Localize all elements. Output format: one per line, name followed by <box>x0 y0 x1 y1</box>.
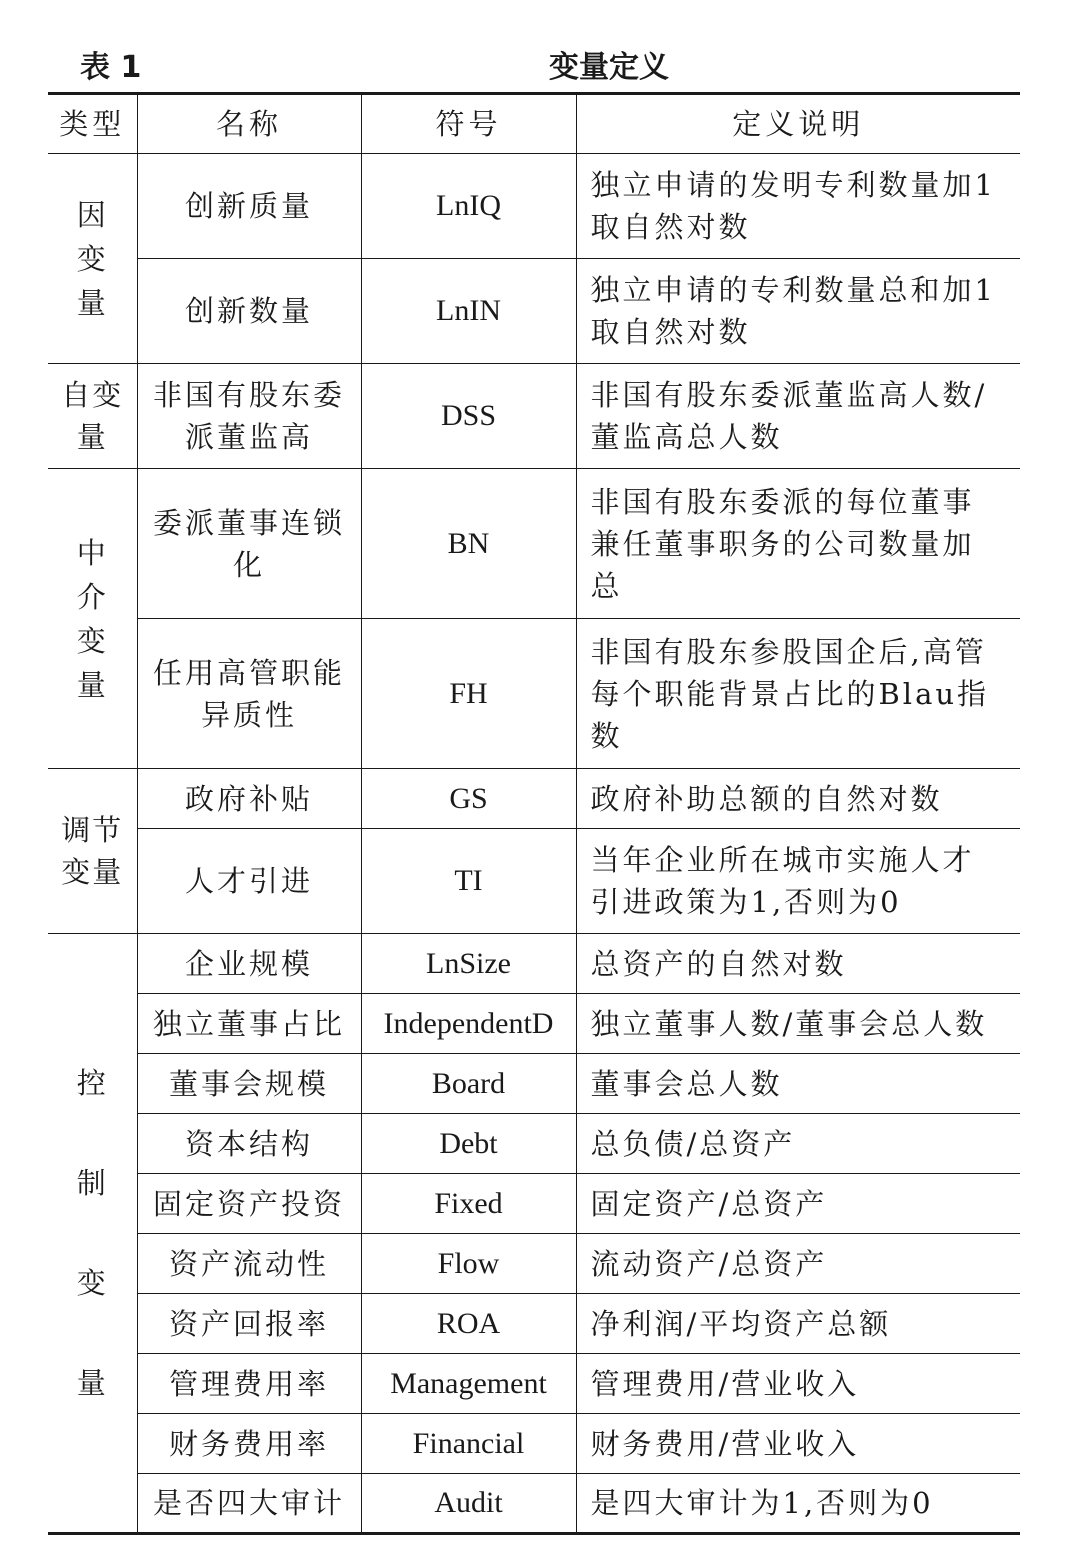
group-control: 控制变量 <box>48 934 137 1534</box>
variable-definition: 非国有股东委派的每位董事兼任董事职务的公司数量加总 <box>576 469 1020 619</box>
variable-definition: 总资产的自然对数 <box>576 934 1020 994</box>
variable-name: 委派董事连锁化 <box>137 469 361 619</box>
variable-symbol: ROA <box>361 1294 576 1354</box>
variable-name: 管理费用率 <box>137 1354 361 1414</box>
table-row <box>48 769 1020 829</box>
variable-name: 任用高管职能异质性 <box>137 619 361 769</box>
variable-definition-table <box>48 92 1020 1535</box>
variable-name: 独立董事占比 <box>137 994 361 1054</box>
variable-name: 人才引进 <box>137 829 361 934</box>
variable-name: 固定资产投资 <box>137 1174 361 1234</box>
table-row <box>48 1054 1020 1114</box>
table-row <box>48 259 1020 364</box>
variable-symbol: IndependentD <box>361 994 576 1054</box>
variable-definition: 独立申请的专利数量总和加1取自然对数 <box>576 259 1020 364</box>
variable-name: 是否四大审计 <box>137 1474 361 1534</box>
variable-name: 资产流动性 <box>137 1234 361 1294</box>
variable-symbol: Debt <box>361 1114 576 1174</box>
group-dependent: 因变量 <box>48 154 137 364</box>
variable-name: 创新数量 <box>137 259 361 364</box>
table-title: 变量定义 <box>549 50 669 85</box>
header-row <box>48 94 1020 154</box>
variable-definition: 净利润/平均资产总额 <box>576 1294 1020 1354</box>
header-type: 类型 <box>48 94 137 154</box>
table-row <box>48 1174 1020 1234</box>
variable-symbol: Flow <box>361 1234 576 1294</box>
table-number: 表 1 <box>80 50 142 85</box>
variable-symbol: LnIN <box>361 259 576 364</box>
variable-symbol: Board <box>361 1054 576 1114</box>
table-row <box>48 829 1020 934</box>
header-name: 名称 <box>137 94 361 154</box>
group-moderator: 调节变量 <box>48 769 137 934</box>
variable-symbol: LnSize <box>361 934 576 994</box>
group-mediator: 中介变量 <box>48 469 137 769</box>
variable-name: 财务费用率 <box>137 1414 361 1474</box>
variable-definition: 独立申请的发明专利数量加1取自然对数 <box>576 154 1020 259</box>
variable-symbol: Management <box>361 1354 576 1414</box>
variable-definition: 非国有股东参股国企后,高管每个职能背景占比的Blau指数 <box>576 619 1020 769</box>
table-row <box>48 1474 1020 1534</box>
table-row <box>48 934 1020 994</box>
variable-symbol: BN <box>361 469 576 619</box>
table-row <box>48 1234 1020 1294</box>
variable-definition: 当年企业所在城市实施人才引进政策为1,否则为0 <box>576 829 1020 934</box>
variable-symbol: Fixed <box>361 1174 576 1234</box>
variable-name: 非国有股东委派董监高 <box>137 364 361 469</box>
table-row <box>48 364 1020 469</box>
table-row <box>48 469 1020 619</box>
variable-definition: 董事会总人数 <box>576 1054 1020 1114</box>
table-row <box>48 1294 1020 1354</box>
table-row <box>48 1414 1020 1474</box>
table-row <box>48 994 1020 1054</box>
variable-definition: 总负债/总资产 <box>576 1114 1020 1174</box>
variable-definition: 独立董事人数/董事会总人数 <box>576 994 1020 1054</box>
variable-symbol: DSS <box>361 364 576 469</box>
variable-symbol: Financial <box>361 1414 576 1474</box>
table-row <box>48 1114 1020 1174</box>
header-definition: 定义说明 <box>576 94 1020 154</box>
header-symbol: 符号 <box>361 94 576 154</box>
variable-name: 资产回报率 <box>137 1294 361 1354</box>
variable-definition: 固定资产/总资产 <box>576 1174 1020 1234</box>
variable-symbol: TI <box>361 829 576 934</box>
variable-definition: 是四大审计为1,否则为0 <box>576 1474 1020 1534</box>
table-row <box>48 154 1020 259</box>
variable-symbol: FH <box>361 619 576 769</box>
variable-symbol: GS <box>361 769 576 829</box>
variable-name: 创新质量 <box>137 154 361 259</box>
variable-definition: 财务费用/营业收入 <box>576 1414 1020 1474</box>
variable-name: 企业规模 <box>137 934 361 994</box>
variable-definition: 流动资产/总资产 <box>576 1234 1020 1294</box>
table-row <box>48 619 1020 769</box>
table-row <box>48 1354 1020 1414</box>
variable-symbol: LnIQ <box>361 154 576 259</box>
group-independent: 自变量 <box>48 364 137 469</box>
variable-name: 董事会规模 <box>137 1054 361 1114</box>
variable-name: 资本结构 <box>137 1114 361 1174</box>
variable-definition: 管理费用/营业收入 <box>576 1354 1020 1414</box>
variable-name: 政府补贴 <box>137 769 361 829</box>
table-caption <box>48 36 1020 88</box>
variable-definition: 非国有股东委派董监高人数/董监高总人数 <box>576 364 1020 469</box>
variable-definition: 政府补助总额的自然对数 <box>576 769 1020 829</box>
variable-symbol: Audit <box>361 1474 576 1534</box>
